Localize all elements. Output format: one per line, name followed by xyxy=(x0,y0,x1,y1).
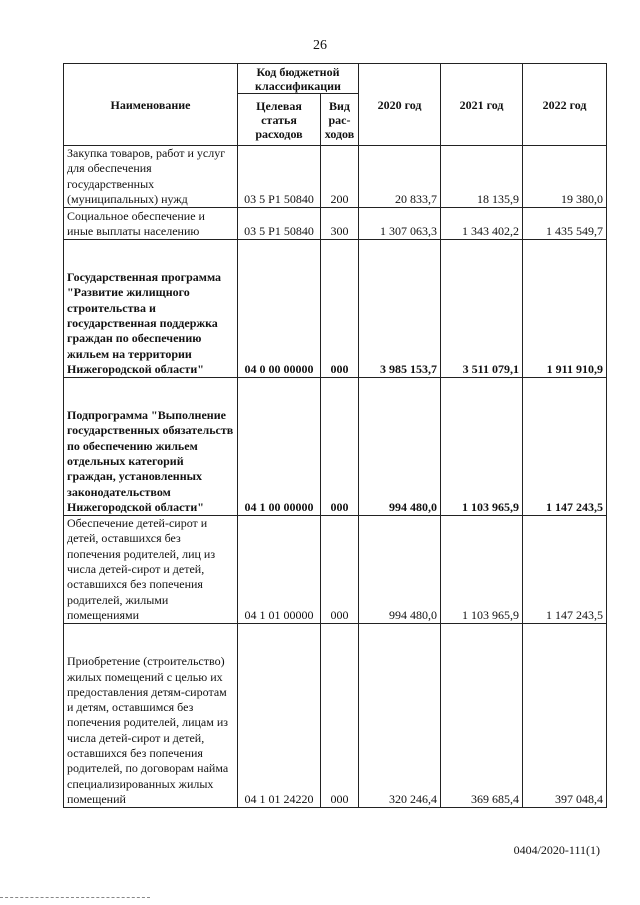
row-type: 000 xyxy=(321,240,359,378)
row-name: Закупка товаров, работ и услуг для обеспечения государственных (муниципальных) нужд xyxy=(64,146,238,208)
row-type: 200 xyxy=(321,146,359,208)
row-name: Подпрограмма "Выполнение государственных обязательств по обеспечению жильем отдельных категорий граждан, установленных законодательством Нижегородской области" xyxy=(64,378,238,516)
header-expense-type: Вид рас- ходов xyxy=(321,94,359,146)
row-code: 04 1 01 24220 xyxy=(238,624,321,808)
row-value-2022: 1 147 243,5 xyxy=(523,378,607,516)
row-value-2022: 397 048,4 xyxy=(523,624,607,808)
row-value-2022: 1 435 549,7 xyxy=(523,208,607,240)
row-value-2022: 1 147 243,5 xyxy=(523,516,607,624)
row-code: 03 5 P1 50840 xyxy=(238,146,321,208)
row-value-2020: 994 480,0 xyxy=(359,516,441,624)
row-type: 000 xyxy=(321,624,359,808)
row-type: 000 xyxy=(321,378,359,516)
row-code: 04 1 00 00000 xyxy=(238,378,321,516)
row-value-2021: 18 135,9 xyxy=(441,146,523,208)
row-name: Государственная программа "Развитие жилищного строительства и государственная поддержка граждан по обеспечению жильем на территории Нижегородской области" xyxy=(64,240,238,378)
header-target-article: Целевая статья расходов xyxy=(238,94,321,146)
row-code: 04 1 01 00000 xyxy=(238,516,321,624)
row-value-2021: 1 103 965,9 xyxy=(441,378,523,516)
header-2022: 2022 год xyxy=(523,64,607,146)
table-row xyxy=(64,208,607,240)
row-code: 04 0 00 00000 xyxy=(238,240,321,378)
row-value-2020: 320 246,4 xyxy=(359,624,441,808)
bottom-divider xyxy=(0,897,150,898)
page-number: 26 xyxy=(313,38,327,53)
table-row xyxy=(64,240,607,378)
table-row xyxy=(64,378,607,516)
row-value-2020: 994 480,0 xyxy=(359,378,441,516)
row-value-2022: 1 911 910,9 xyxy=(523,240,607,378)
row-code: 03 5 P1 50840 xyxy=(238,208,321,240)
row-name: Социальное обеспечение и иные выплаты населению xyxy=(64,208,238,240)
row-value-2021: 369 685,4 xyxy=(441,624,523,808)
row-value-2021: 3 511 079,1 xyxy=(441,240,523,378)
row-name: Обеспечение детей-сирот и детей, оставшихся без попечения родителей, лиц из числа детей-сирот и детей, оставшихся без попечения родителей, жилыми помещениями xyxy=(64,516,238,624)
document-code: 0404/2020-111(1) xyxy=(513,843,600,857)
header-name: Наименование xyxy=(64,64,238,146)
row-value-2020: 20 833,7 xyxy=(359,146,441,208)
table-row xyxy=(64,516,607,624)
header-2020: 2020 год xyxy=(359,64,441,146)
row-type: 300 xyxy=(321,208,359,240)
budget-table xyxy=(63,63,607,808)
row-value-2021: 1 343 402,2 xyxy=(441,208,523,240)
row-value-2020: 3 985 153,7 xyxy=(359,240,441,378)
header-code-group: Код бюджетной классификации xyxy=(238,64,359,94)
row-name: Приобретение (строительство) жилых помещений с целью их предоставления детям-сиротам и детям, оставшимся без попечения родителей, лицам из числа детей-сирот и детей, оставшихся без попечения родителей, по договорам найма специализированных жилых помещений xyxy=(64,624,238,808)
row-value-2021: 1 103 965,9 xyxy=(441,516,523,624)
row-value-2020: 1 307 063,3 xyxy=(359,208,441,240)
header-2021: 2021 год xyxy=(441,64,523,146)
table-row xyxy=(64,624,607,808)
row-type: 000 xyxy=(321,516,359,624)
table-row xyxy=(64,146,607,208)
row-value-2022: 19 380,0 xyxy=(523,146,607,208)
